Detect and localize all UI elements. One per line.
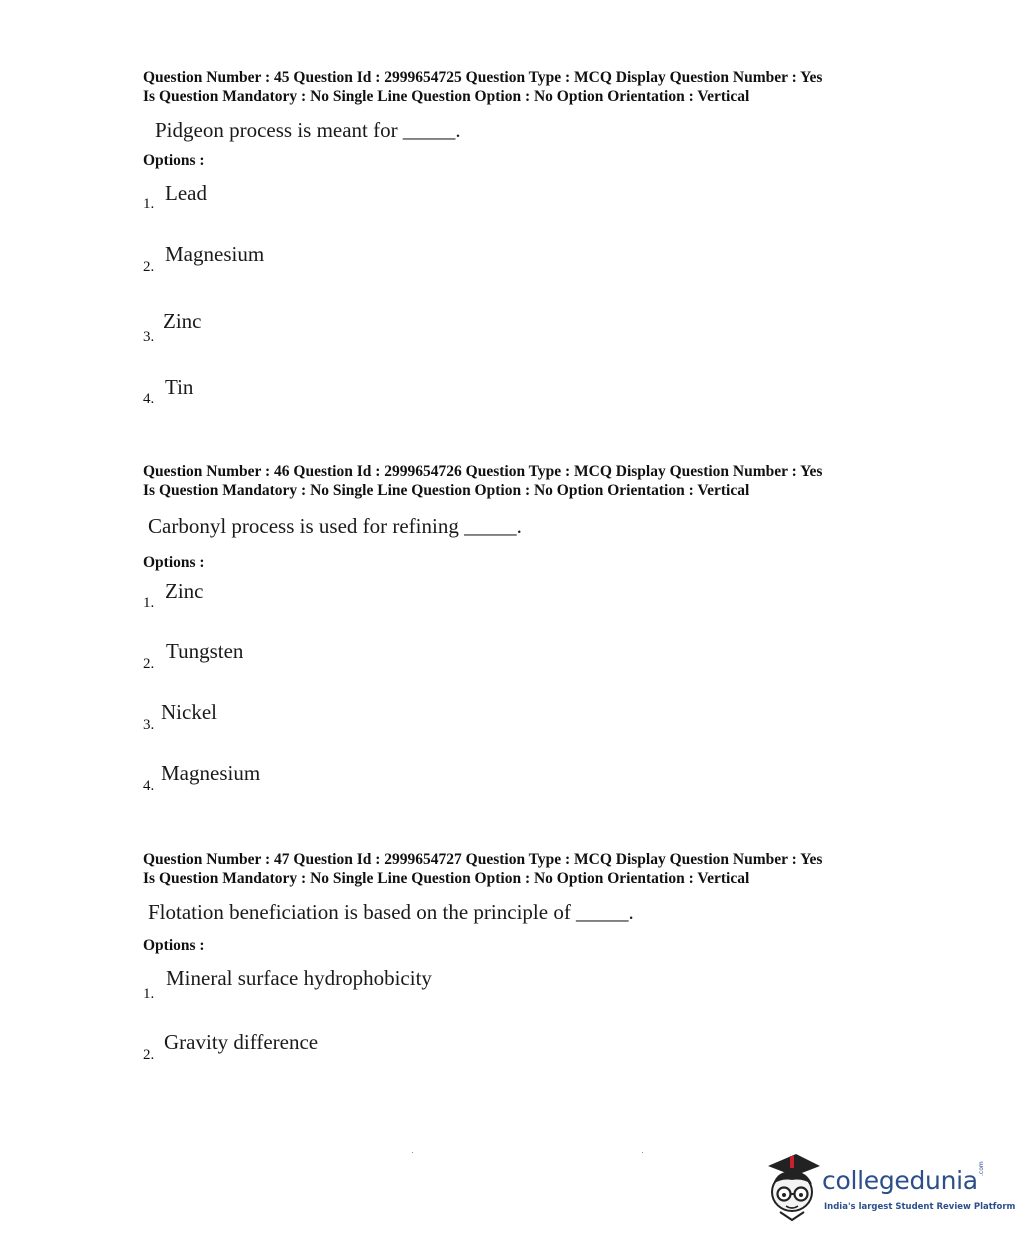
- question-47-meta-line-1: Question Number : 47 Question Id : 2999654727 Question Type : MCQ Display Question Number : Yes: [143, 851, 823, 868]
- logo-wordmark: collegedunia: [822, 1166, 978, 1195]
- question-46-meta-line-2: Is Question Mandatory : No Single Line Question Option : No Option Orientation : Vertical: [143, 482, 750, 499]
- option-text: Lead: [165, 181, 207, 205]
- question-45-meta-line-2: Is Question Mandatory : No Single Line Question Option : No Option Orientation : Vertical: [143, 88, 750, 105]
- option-number: 3.: [143, 329, 155, 345]
- question-47-meta-line-2: Is Question Mandatory : No Single Line Question Option : No Option Orientation : Vertical: [143, 870, 750, 887]
- option-text: Zinc: [165, 579, 204, 603]
- scan-dot: [412, 1152, 413, 1153]
- option-text: Mineral surface hydrophobicity: [166, 966, 432, 990]
- option-text: Magnesium: [165, 242, 265, 266]
- scan-dot: [642, 1152, 643, 1153]
- option-text: Nickel: [161, 700, 217, 724]
- option-number: 1.: [143, 595, 155, 611]
- question-46-options-label: Options :: [143, 554, 205, 571]
- question-45-text: Pidgeon process is meant for _____.: [155, 118, 461, 142]
- option-text: Magnesium: [161, 761, 261, 785]
- question-45-meta-line-1: Question Number : 45 Question Id : 2999654725 Question Type : MCQ Display Question Number : Yes: [143, 69, 823, 86]
- option-number: 1.: [143, 196, 155, 212]
- option-number: 2.: [143, 259, 155, 275]
- option-number: 4.: [143, 391, 155, 407]
- question-46-meta-line-1: Question Number : 46 Question Id : 2999654726 Question Type : MCQ Display Question Number : Yes: [143, 463, 823, 480]
- option-number: 3.: [143, 717, 155, 733]
- option-number: 4.: [143, 778, 155, 794]
- logo-domain-suffix: .com: [978, 1161, 985, 1176]
- option-text: Tungsten: [166, 639, 244, 663]
- question-47-text: Flotation beneficiation is based on the principle of _____.: [148, 900, 634, 924]
- logo-tagline: India's largest Student Review Platform: [824, 1202, 1016, 1212]
- question-45-options-label: Options :: [143, 152, 205, 169]
- option-number: 1.: [143, 986, 155, 1002]
- option-text: Zinc: [163, 309, 202, 333]
- question-47-options-label: Options :: [143, 937, 205, 954]
- option-number: 2.: [143, 1047, 155, 1063]
- option-text: Tin: [165, 375, 194, 399]
- option-number: 2.: [143, 656, 155, 672]
- option-text: Gravity difference: [164, 1030, 319, 1054]
- question-46-text: Carbonyl process is used for refining _____.: [148, 514, 522, 538]
